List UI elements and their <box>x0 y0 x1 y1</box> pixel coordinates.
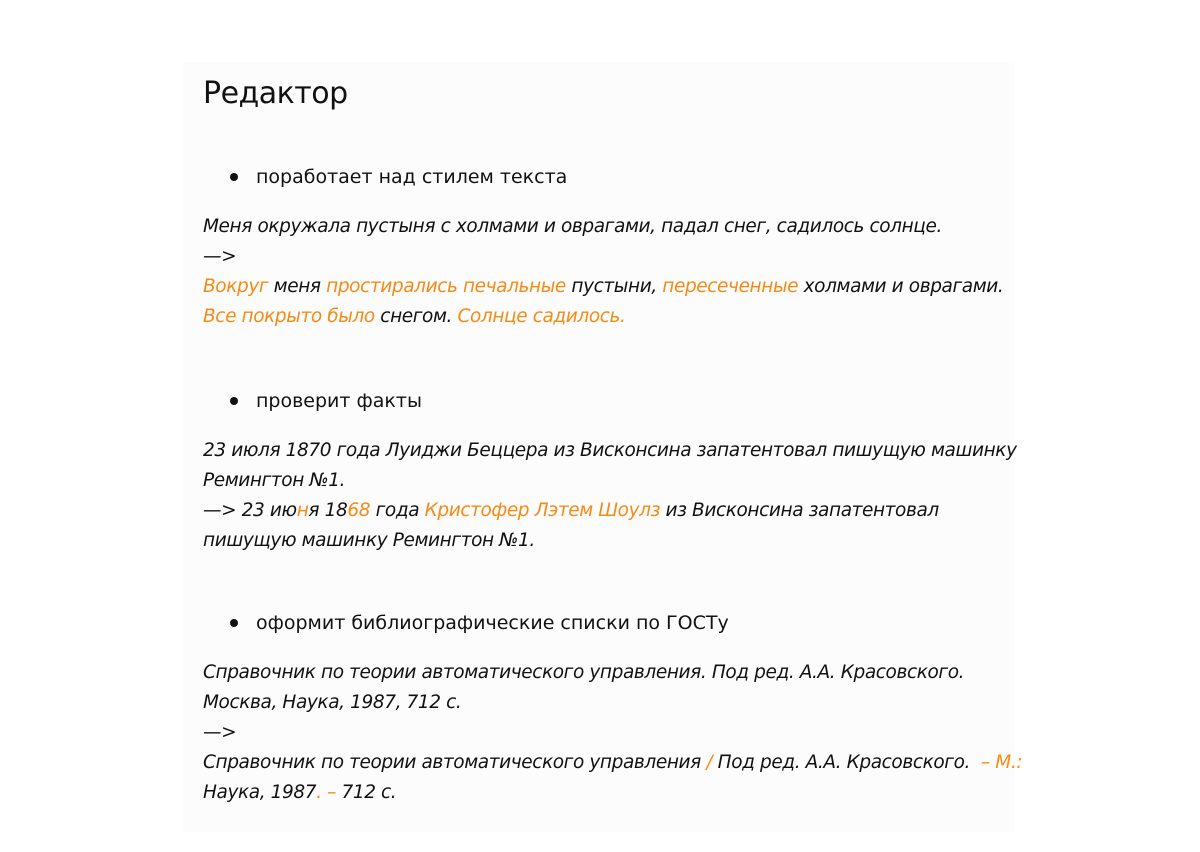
text-line <box>203 718 1003 748</box>
example-paragraph-fact-checking <box>203 436 1017 556</box>
text-segment: —> 23 ию <box>203 500 297 521</box>
text-segment: Москва, Наука, 1987, 712 с. <box>203 692 462 713</box>
text-segment: года <box>370 500 425 521</box>
bullet-label: поработает над стилем текста <box>256 166 568 188</box>
text-segment: Справочник по теории автоматического управления. Под ред. А.А. Красовского. <box>203 662 965 683</box>
text-segment: я 18 <box>308 500 348 521</box>
text-segment: из Висконсина запатентовал <box>660 500 939 521</box>
text-line <box>203 436 1017 466</box>
highlighted-edit: н <box>296 500 309 521</box>
text-segment: Наука, 1987 <box>203 782 317 803</box>
text-segment: меня <box>268 276 327 297</box>
text-segment: Ремингтон №1. <box>203 470 346 491</box>
text-line <box>203 212 1003 242</box>
bullet-label: проверит факты <box>256 390 422 412</box>
text-segment: снегом. <box>374 306 458 327</box>
text-segment: —> <box>203 722 237 743</box>
text-segment: холмами и оврагами. <box>798 276 1004 297</box>
text-line <box>203 242 1003 272</box>
text-segment: 23 июля 1870 года Луиджи Беццера из Висконсина запатентовал пишущую машинку <box>203 440 1017 461</box>
text-line <box>203 748 1023 778</box>
highlighted-edit: простирались печальные <box>326 276 566 297</box>
text-segment: Справочник по теории автоматического управления <box>203 752 707 773</box>
bullet-item-bibliography <box>230 608 729 638</box>
page-title: Редактор <box>203 76 348 111</box>
bullet-label: оформит библиографические списки по ГОСТу <box>256 612 729 634</box>
text-line <box>203 658 1003 688</box>
highlighted-edit: Кристофер Лэтем Шоулз <box>424 500 661 521</box>
text-line <box>203 778 1003 808</box>
bullet-item-fact-checking <box>230 386 422 416</box>
bullet-dot-icon <box>230 173 238 181</box>
highlighted-edit: . – <box>316 782 336 803</box>
editor-panel <box>183 62 1023 832</box>
text-line <box>203 688 1003 718</box>
text-segment: —> <box>203 246 237 267</box>
text-line <box>203 272 1003 302</box>
text-segment: 712 с. <box>335 782 397 803</box>
text-segment: Меня окружала пустыня с холмами и оврагами, падал снег, садилось солнце. <box>203 216 942 237</box>
bullet-item-style-editing <box>230 162 567 192</box>
text-line <box>203 496 1003 526</box>
text-segment: Под ред. А.А. Красовского. <box>712 752 976 773</box>
highlighted-edit: / <box>706 752 713 773</box>
example-paragraph-style-editing <box>203 212 1003 332</box>
highlighted-edit: Солнце садилось. <box>457 306 626 327</box>
text-segment: пустыни, <box>565 276 663 297</box>
highlighted-edit: Все покрыто было <box>203 306 375 327</box>
text-line <box>203 302 1003 332</box>
bullet-dot-icon <box>230 397 238 405</box>
highlighted-edit: – М.: <box>975 752 1023 773</box>
text-line <box>203 526 1003 556</box>
highlighted-edit: пересеченные <box>662 276 799 297</box>
highlighted-edit: 68 <box>347 500 371 521</box>
text-segment: пишущую машинку Ремингтон №1. <box>203 530 535 551</box>
example-paragraph-bibliography <box>203 658 1023 808</box>
text-line <box>203 466 1003 496</box>
bullet-dot-icon <box>230 619 238 627</box>
highlighted-edit: Вокруг <box>203 276 269 297</box>
